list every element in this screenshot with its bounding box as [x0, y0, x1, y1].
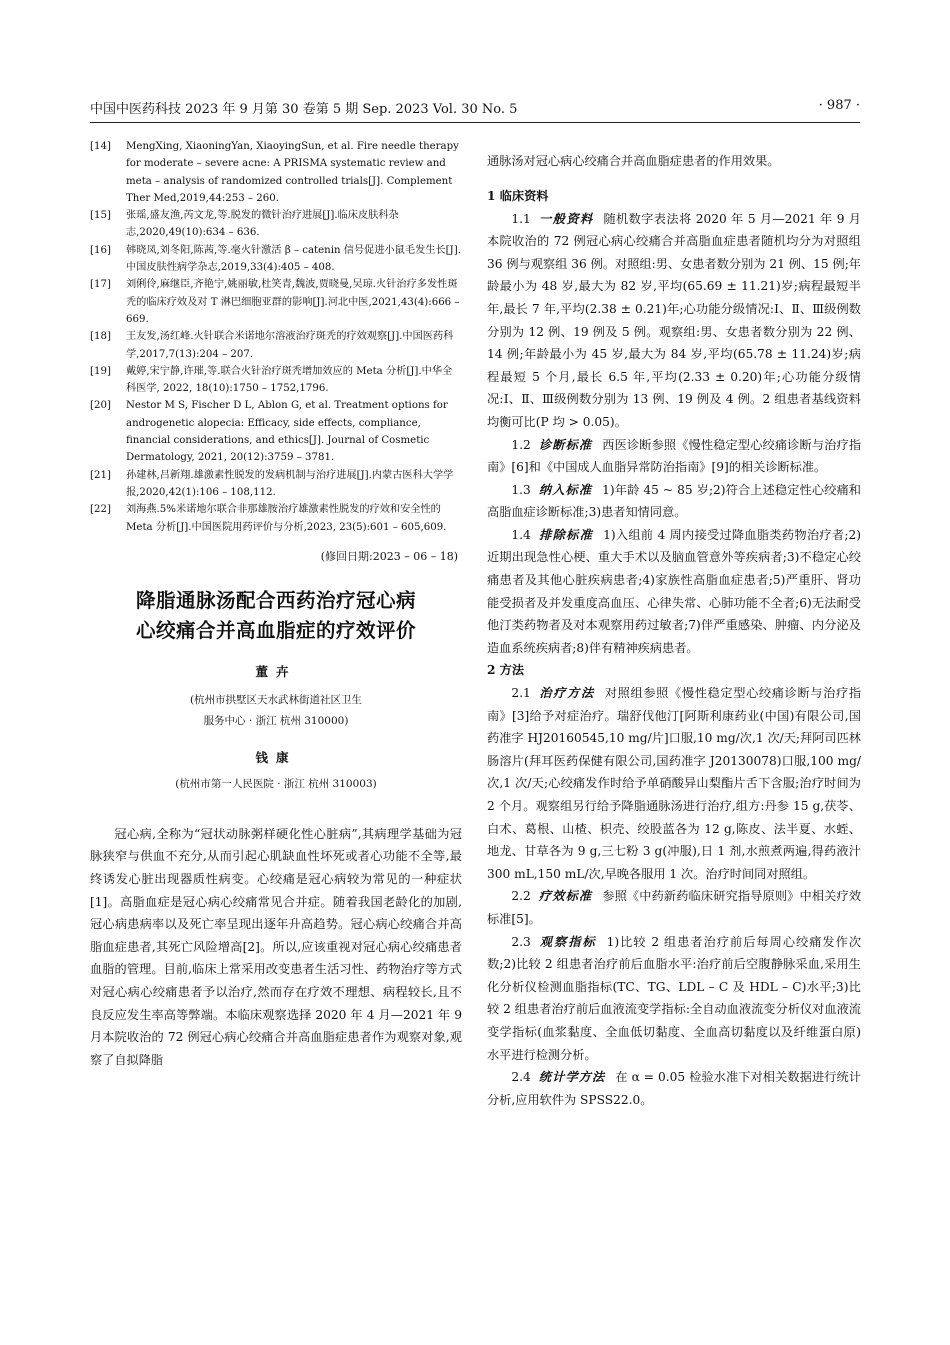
reference-number: [20] — [90, 400, 111, 412]
subsection-title: 疗效标准 — [538, 889, 593, 904]
reference-item — [90, 328, 462, 363]
reference-text: 张瑶,盛友渔,芮文龙,等.脱发的微针治疗进展[J].临床皮肤科杂志,2020,49(10):634 – 636. — [126, 210, 399, 239]
subsection-number: 1.1 — [511, 211, 531, 226]
section-heading: 2 方法 — [487, 663, 525, 678]
author-affiliation: (杭州市第一人民医院 · 浙江 杭州 310003) — [175, 777, 377, 790]
subsection-title: 统计学方法 — [538, 1070, 606, 1085]
author-name: 钱康 — [255, 749, 297, 765]
subsection-title: 纳入标准 — [538, 482, 593, 497]
journal-citation: 中国中医药科技 2023 年 9 月第 30 卷第 5 期 Sep. 2023 Vol. 30 No. 5 — [90, 102, 518, 117]
reference-text: 孙建林,吕新翔.雄激素性脱发的发病机制与治疗进展[J].内蒙古医科大学学报,2020,42(1):106 – 108,112. — [126, 469, 454, 498]
title-line: 降脂通脉汤配合西药治疗冠心病 — [135, 588, 416, 612]
subsection-text: 随机数字表法将 2020 年 5 月—2021 年 9 月本院收治的 72 例冠心病心绞痛合并高脂血症患者随机均分为对照组 36 例与观察组 36 例。对照组:男、女患者数分别为 21 例、15 例;年龄最小为 48 岁,最大为 82 岁,平均(65.69 ± 11.21)岁;病程最短半年,最长 7 年,平均(2.38 ± 0.21)年;心功能分级情况:Ⅰ、Ⅱ、Ⅲ级例数分别为 12 例、19 例及 5 例。观察组:男、女患者数分别为 22 例、14 例;年龄最小为 45 岁,最大为 84 岁,平均(65.78 ± 11.24)岁;病程最短 5 个月,最长 6.5 年,平均(2.33 ± 0.20)年;心功能分级情况:Ⅰ、Ⅱ、Ⅲ级例数分别为 13 例、19 例及 4 例。2 组患者基线资料均衡可比(P 均 > 0.05)。 — [487, 211, 861, 429]
reference-text: 韩晓凤,刘冬阳,陈茜,等.毫火针激活 β – catenin 信号促进小鼠毛发生长[J].中国皮肤性病学杂志,2019,33(4):405 – 408. — [126, 244, 461, 274]
subsection-2-3 — [487, 931, 861, 1067]
subsection-1-1 — [487, 208, 861, 434]
header-divider — [90, 122, 860, 123]
subsection-number: 2.2 — [511, 889, 531, 904]
intro-paragraph: 冠心病,全称为“冠状动脉粥样硬化性心脏病”,其病理学基础为冠脉狭窄与供血不充分,从而引起心肌缺血性坏死或者心功能不全等,最终诱发心脏出现器质性病变。心绞痛是冠心病较为常见的一种症状[1]。高脂血症是冠心病心绞痛常见合并症。随着我国老龄化的加剧,冠心病患病率以及死亡率呈现出逐年升高趋势。冠心病心绞痛合并高脂血症患者,其死亡风险增高[2]。所以,应该重视对冠心病心绞痛患者血脂的管理。目前,临床上常采用改变患者生活习性、药物治疗等方式对冠心病心绞痛患者予以治疗,然而存在疗效不理想、病程较长,且不良反应发生率高等弊端。本临床观察选择 2020 年 4 月—2021 年 9 月本院收治的 72 例冠心病心绞痛合并高血脂症患者作为观察对象,观察了自拟降脂 — [90, 826, 462, 1067]
subsection-2-4 — [487, 1066, 861, 1111]
subsection-number: 2.4 — [511, 1070, 531, 1085]
reference-number: [19] — [90, 365, 111, 377]
subsection-1-4 — [487, 524, 861, 660]
reference-item — [90, 207, 462, 242]
subsection-1-2 — [487, 434, 861, 479]
author-name: 董卉 — [255, 663, 297, 679]
reference-number: [16] — [90, 244, 111, 256]
reference-number: [14] — [90, 141, 111, 152]
subsection-text: 1)入组前 4 周内接受过降血脂类药物治疗者;2)近期出现急性心梗、重大手术以及脑血管意外等疾病者;3)不稳定心绞痛患者及其他心脏疾病患者;4)家族性高脂血症患者;5)严重肝、肾功能受损者及并发重度高血压、心律失常、心肺功能不全者;6)无法耐受他汀类药物者及对本观察用药过敏者;7)伴严重感染、肿瘤、内分泌及造血系统疾病者;8)伴有精神疾病患者。 — [487, 527, 861, 655]
subsection-2-1 — [487, 682, 861, 885]
revised-date: (修回日期:2023 – 06 – 18) — [320, 549, 458, 563]
reference-item — [90, 467, 462, 502]
article-title — [90, 586, 462, 646]
subsection-title: 观察指标 — [538, 934, 597, 949]
reference-number: [22] — [90, 504, 111, 516]
subsection-title: 诊断标准 — [538, 437, 593, 452]
reference-text: MengXing, XiaoningYan, XiaoyingSun, et al. Fire needle therapy for moderate – severe acne: A PRISMA systematic review and meta – analysis of randomized controlled trials[J]. Complement Ther Med,2019,44:253 – 260. — [126, 141, 459, 204]
title-line: 心绞痛合并高血脂症的疗效评价 — [135, 618, 416, 642]
subsection-text: 参照《中药新药临床研究指导原则》中相关疗效标准[5]。 — [487, 889, 862, 926]
reference-item — [90, 242, 462, 277]
reference-number: [18] — [90, 331, 111, 343]
reference-text: Nestor M S, Fischer D L, Ablon G, et al. Treatment options for androgenetic alopecia: Efficacy, side effects, compliance, financial considerations, and ethics[J]. Journal of Cosmetic Dermatology, 2021, 20(12):3759 – 3781. — [126, 400, 448, 464]
reference-number: [17] — [90, 279, 111, 291]
subsection-number: 2.1 — [511, 686, 531, 701]
subsection-title: 治疗方法 — [538, 686, 595, 701]
subsection-text: 在 α = 0.05 检验水准下对相关数据进行统计分析,应用软件为 SPSS22.0。 — [487, 1070, 862, 1107]
author-affiliation — [90, 690, 462, 732]
introduction — [90, 823, 462, 1072]
subsection-number: 2.3 — [511, 934, 531, 949]
subsection-number: 1.2 — [511, 437, 531, 452]
reference-text: 戴婷,宋宁静,许璀,等.联合火针治疗斑秃增加效应的 Meta 分析[J].中华全科医学, 2022, 18(10):1750 – 1752,1796. — [126, 365, 453, 395]
subsection-text: 1)比较 2 组患者治疗前后每周心绞痛发作次数;2)比较 2 组患者治疗前后血脂水平:治疗前后空腹静脉采血,采用生化分析仪检测血脂指标(TC、TG、LDL – C 及 HDL – C)水平;3)比较 2 组患者治疗前后血液流变学指标:全自动血液流变分析仪对血液流变学指标(血浆黏度、全血低切黏度、全血高切黏度以及纤维蛋白原)水平进行检测分析。 — [487, 934, 862, 1062]
intro-continuation: 通脉汤对冠心病心绞痛合并高血脂症患者的作用效果。 — [487, 154, 780, 169]
reference-number: [15] — [90, 210, 111, 222]
reference-item — [90, 138, 462, 207]
reference-text: 王友发,汤红峰.火针联合米诺地尔溶液治疗斑秃的疗效观察[J].中国医药科学,2017,7(13):204 – 207. — [126, 331, 454, 360]
subsection-number: 1.4 — [511, 527, 531, 542]
left-column — [90, 138, 462, 1071]
affiliation-line: (杭州市拱墅区天水武林街道社区卫生 — [189, 693, 363, 706]
affiliation-line: 服务中心 · 浙江 杭州 310000) — [203, 714, 349, 727]
subsection-text: 对照组参照《慢性稳定型心绞痛诊断与治疗指南》[3]给予对症治疗。瑞舒伐他汀[阿斯利康药业(中国)有限公司,国药准字 HJ20160545,10 mg/片]口服,10 mg/次,1 次/天;拜阿司匹林肠溶片(拜耳医药保健有限公司,国药准字 J20130078)口服,100 mg/次,1 次/天;心绞痛发作时给予单硝酸异山梨酯片舌下含服;治疗时间为 2 个月。观察组另行给予降脂通脉汤进行治疗,组方:丹参 15 g,茯苓、白术、葛根、山楂、枳壳、绞股蓝各为 12 g,陈皮、法半夏、水蛭、地龙、甘草各为 9 g,三七粉 3 g(冲服),日 1 剂,水煎煮两遍,得药液汁 300 mL,150 mL/次,早晚各服用 1 次。治疗时间同对照组。 — [487, 686, 862, 881]
reference-item — [90, 501, 462, 536]
section-heading: 1 临床资料 — [487, 188, 549, 203]
subsection-number: 1.3 — [511, 482, 531, 497]
right-column — [487, 138, 861, 1111]
subsection-2-2 — [487, 885, 861, 930]
reference-item — [90, 276, 462, 328]
subsection-text: 西医诊断参照《慢性稳定型心绞痛诊断与治疗指南》[6]和《中国成人血脂异常防治指南》[9]的相关诊断标准。 — [487, 437, 862, 475]
reference-text: 刘俐伶,麻继臣,齐艳宁,姚丽敏,杜笑青,魏波,贾晓曼,吴琼.火针治疗多发性斑秃的临床疗效及对 T 淋巴细胞亚群的影响[J].河北中医,2021,43(4):666 – 669. — [126, 279, 460, 325]
reference-list — [90, 138, 462, 536]
subsection-text: 1)年龄 45 ~ 85 岁;2)符合上述稳定性心绞痛和高脂血症诊断标准;3)患者知情同意。 — [487, 482, 861, 520]
subsection-title: 一般资料 — [538, 211, 594, 226]
reference-number: [21] — [90, 469, 111, 481]
reference-item — [90, 397, 462, 466]
subsection-1-3 — [487, 479, 861, 524]
reference-item — [90, 363, 462, 398]
reference-text: 刘海燕.5%米诺地尔联合非那雄胺治疗雄激素性脱发的疗效和安全性的 Meta 分析[J].中国医院用药评价与分析,2023, 23(5):601 – 605,609. — [126, 504, 447, 533]
page-number: · 987 · — [818, 98, 860, 113]
running-header — [90, 98, 860, 120]
subsection-title: 排除标准 — [538, 527, 594, 542]
